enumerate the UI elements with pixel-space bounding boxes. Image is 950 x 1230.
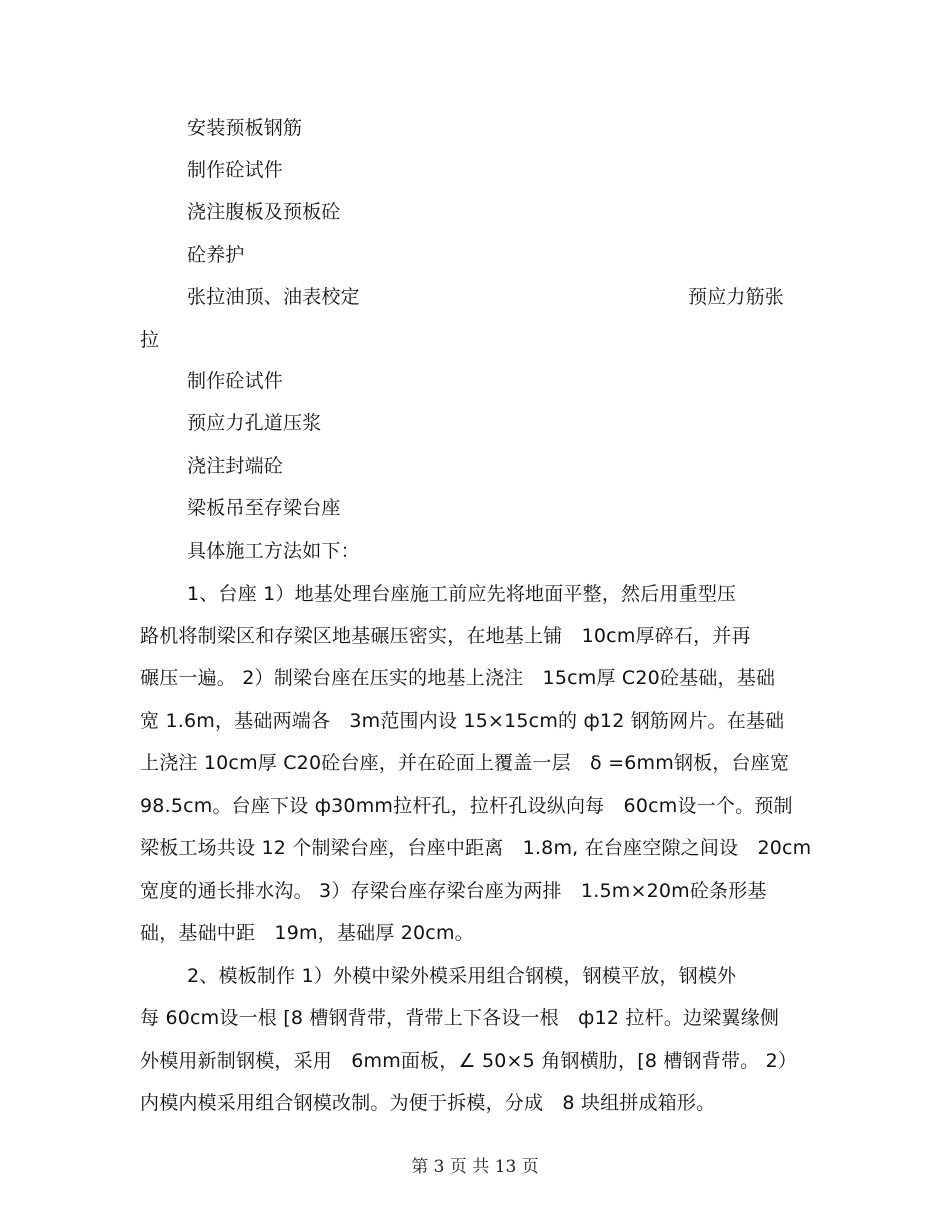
section1-line-4: 宽 1.6m，基础两端各 3m范围内设 15×15cm的 ф12 钢筋网片。在基础 bbox=[140, 710, 785, 732]
section2-line-1: 2、模板制作 1）外模中梁外模采用组合钢模，钢模平放，钢模外 bbox=[187, 965, 737, 987]
section1-line-6: 98.5cm。台座下设 ф30mm拉杆孔，拉杆孔设纵向每 60cm设一个。预制 bbox=[140, 795, 793, 817]
flow-step-10: 梁板吊至存梁台座 bbox=[187, 497, 341, 519]
flow-step-4: 砼养护 bbox=[187, 244, 245, 266]
section1-line-9: 础，基础中距 19m，基础厚 20cm。 bbox=[140, 922, 474, 944]
page-number-footer: 第 3 页 共 13 页 bbox=[411, 1157, 539, 1177]
flow-step-1: 安装预板钢筋 bbox=[187, 117, 303, 139]
flow-step-7: 制作砼试件 bbox=[187, 370, 284, 392]
flow-step-8: 预应力孔道压浆 bbox=[187, 412, 322, 434]
section1-line-3: 碾压一遍。 2）制梁台座在压实的地基上浇注 15cm厚 C20砼基础，基础 bbox=[140, 667, 776, 689]
flow-step-2: 制作砼试件 bbox=[187, 159, 284, 181]
section1-line-7: 梁板工场共设 12 个制梁台座，台座中距离 1.8m, 在台座空隙之间设 20cm bbox=[140, 837, 812, 859]
section1-line-2: 路机将制梁区和存梁区地基碾压密实，在地基上铺 10cm厚碎石，并再 bbox=[140, 625, 751, 647]
flow-step-3: 浇注腹板及预板砼 bbox=[187, 201, 341, 223]
intro-text: 具体施工方法如下： bbox=[187, 540, 360, 562]
flow-step-6-cont: 拉 bbox=[140, 329, 160, 351]
flow-step-9: 浇注封端砼 bbox=[187, 455, 284, 477]
flow-step-5: 张拉油顶、油表校定 bbox=[187, 286, 360, 308]
section1-line-5: 上浇注 10cm厚 C20砼台座，并在砼面上覆盖一层 δ =6mm钢板，台座宽 bbox=[140, 752, 790, 774]
flow-step-6: 预应力筋张 bbox=[688, 286, 785, 308]
section1-line-8: 宽度的通长排水沟。 3）存梁台座存梁台座为两排 1.5m×20m砼条形基 bbox=[140, 880, 767, 902]
section2-line-2: 每 60cm设一根 [8 槽钢背带，背带上下各设一根 ф12 拉杆。边梁翼缘侧 bbox=[140, 1007, 780, 1029]
section2-line-3: 外模用新制钢模，采用 6mm面板，∠ 50×5 角钢横肋，[8 槽钢背带。 2） bbox=[140, 1050, 798, 1072]
section1-line-1: 1、台座 1）地基处理台座施工前应先将地面平整，然后用重型压 bbox=[187, 583, 737, 605]
section2-line-4: 内模内模采用组合钢模改制。为便于拆模，分成 8 块组拼成箱形。 bbox=[140, 1092, 716, 1114]
